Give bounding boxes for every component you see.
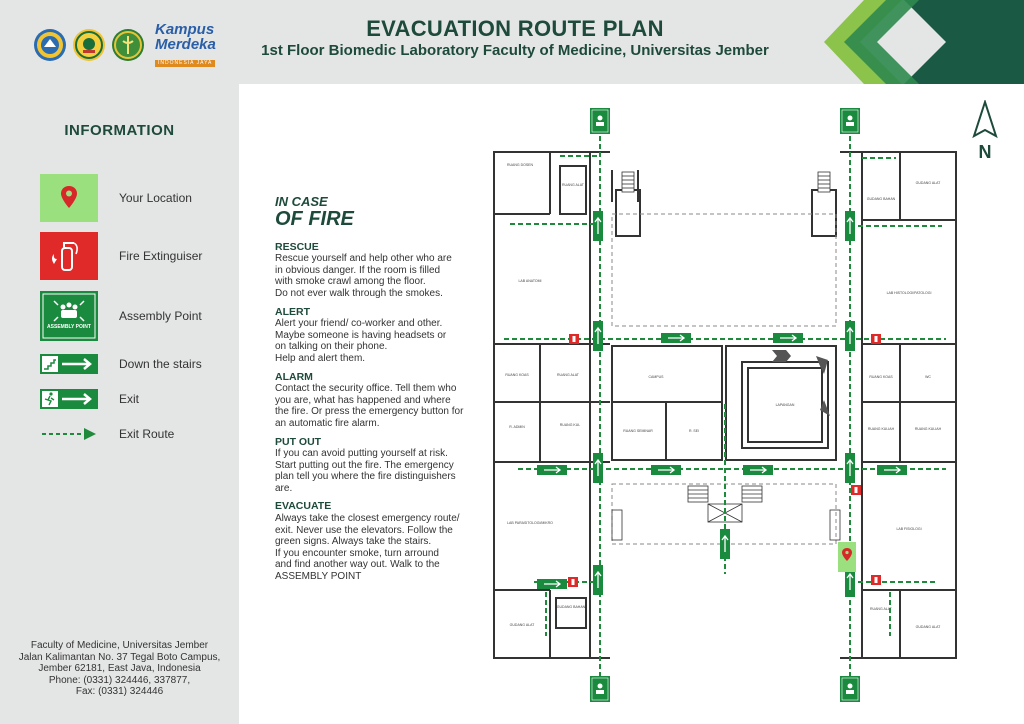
page-title: EVACUATION ROUTE PLAN [366, 16, 664, 41]
room-label: LAB PARASITOLOGI/MIKRO [507, 521, 553, 525]
north-label: N [978, 142, 992, 162]
exit-routes [504, 128, 946, 684]
exit-route-arrow-icon [40, 426, 98, 442]
header-chevron-decoration [824, 0, 1024, 84]
section-title: ALERT [275, 305, 310, 318]
room-label: LAB FISIOLOGI [896, 527, 922, 531]
section-text: Alert your friend/ co-worker and other. Maybe someone is having headsets or on talking on their phone. Help and alert them. [275, 318, 447, 364]
section-evacuate [275, 501, 480, 582]
room-label: GUDANG BAHAN [866, 197, 896, 201]
room-label: GUDANG ALAT [915, 181, 941, 185]
section-title: RESCUE [275, 240, 319, 253]
kampus-text: Kampus [155, 21, 215, 38]
room-label: CAMPUS [648, 375, 664, 379]
address-line: Phone: (0331) 324446, 337877, [48, 674, 191, 686]
section-title: PUT OUT [275, 435, 322, 448]
fire-heading-1: IN CASE [275, 194, 328, 209]
address-line: Faculty of Medicine, Universitas Jember [30, 640, 209, 651]
section-rescue [275, 242, 480, 300]
section-put-out [275, 437, 480, 495]
kampus-tagline: INDONESIA JAYA [155, 60, 215, 67]
exit-sign-icon [40, 389, 98, 409]
fire-extinguisher-icon [40, 232, 98, 280]
room-label: RUANG KOAS [869, 375, 893, 379]
room-label: RUANG SEMINAR [623, 429, 653, 433]
room-label: LAB HISTOLOGI/PATOLOGI [886, 291, 932, 295]
address-line: Jalan Kalimantan No. 37 Tegal Boto Campus, [18, 651, 221, 663]
room-label: RUANG KULIAH [914, 427, 942, 431]
section-alarm [275, 372, 480, 430]
legend-label: Fire Extinguiser [119, 249, 203, 263]
room-label: R. SEI [688, 429, 700, 433]
room-label: R. ADMIN [509, 425, 525, 429]
location-pin-icon [40, 174, 98, 222]
legend-label: Exit [119, 392, 140, 406]
section-alert [275, 307, 480, 365]
legend-down-stairs [40, 354, 202, 374]
north-arrow-icon [968, 100, 1002, 162]
legend-exit-route [40, 426, 175, 442]
section-text: Rescue yourself and help other who are in obvious danger. If the room is filled with smoke crawl among the floor. Do not ever walk through the smokes. [275, 253, 452, 299]
kampus-merdeka-logo [155, 22, 216, 68]
header [0, 0, 1024, 84]
room-label: GUDANG ALAT [509, 623, 535, 627]
information-title: INFORMATION [64, 122, 175, 139]
assembly-point-icon [40, 291, 98, 341]
room-label: RUANG KUL [559, 423, 581, 427]
your-location-marker [838, 542, 856, 572]
assembly-point-text: ASSEMBLY POINT [47, 324, 91, 330]
information-sidebar [0, 84, 239, 724]
down-stairs-sign-icon [40, 354, 98, 374]
legend-exit [40, 389, 140, 409]
unej-logo [73, 29, 105, 61]
merdeka-text: Merdeka [155, 36, 216, 53]
legend-label: Exit Route [119, 427, 175, 441]
room-label: GUDANG BAHAN [556, 605, 586, 609]
room-label: RUANG ALAT [870, 607, 892, 611]
legend-assembly-point [40, 291, 202, 341]
section-text: Always take the closest emergency route/ exit. Never use the elevators. Follow the green signs. Always take the stairs. If you encounter smoke, turn arround and find another way out. Walk to the ASSEMBLY POINT [275, 513, 460, 583]
legend-label: Down the stairs [119, 357, 202, 371]
address-line: Fax: (0331) 324446 [75, 686, 164, 697]
section-title: EVACUATE [275, 500, 332, 513]
address-line: Jember 62181, East Java, Indonesia [38, 663, 201, 674]
room-label: LAB ANATOMI [518, 279, 542, 283]
room-label: LAPANGAN [775, 403, 795, 407]
address-block [0, 640, 239, 698]
page-subtitle: 1st Floor Biomedic Laboratory Faculty of Medicine, Universitas Jember [261, 42, 769, 59]
kemendikbud-logo [34, 29, 66, 61]
floor-plan [490, 104, 970, 704]
room-label: GUDANG ALAT [915, 625, 941, 629]
room-labels [505, 163, 941, 629]
fire-instructions [275, 196, 480, 583]
logos [34, 22, 216, 68]
fire-heading-2: OF FIRE [275, 207, 354, 230]
room-label: RUANG KOAS [505, 373, 529, 377]
legend-label: Your Location [119, 191, 192, 205]
room-label: RUANG DOSEN [506, 163, 534, 167]
section-text: Contact the security office. Tell them who you are, what has happened and where the fire. Or press the emergency button for an automatic fire alarm. [275, 383, 464, 429]
room-label: WC [925, 375, 931, 379]
legend-your-location [40, 174, 192, 222]
room-label: RUANG ALAT [562, 183, 584, 187]
room-label: RUANG KULIAH [867, 427, 895, 431]
legend-fire-extinguiser [40, 232, 203, 280]
section-text: If you can avoid putting yourself at risk. Start putting out the fire. The emergency plan tell you where the fire distinguishers are. [275, 448, 456, 494]
legend-label: Assembly Point [119, 309, 202, 323]
section-title: ALARM [275, 370, 313, 383]
room-label: RUANG ALAT [557, 373, 579, 377]
faculty-logo [112, 29, 144, 61]
